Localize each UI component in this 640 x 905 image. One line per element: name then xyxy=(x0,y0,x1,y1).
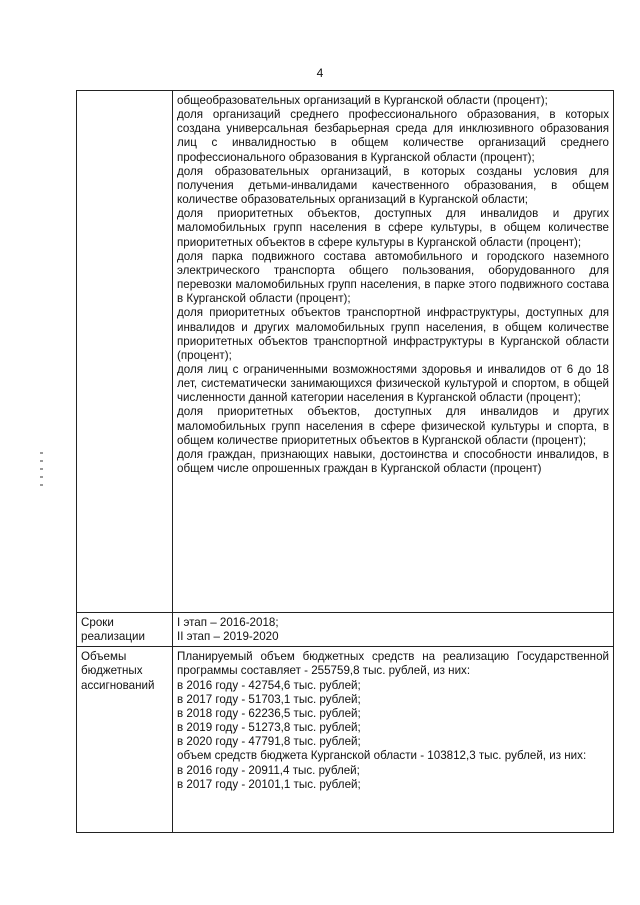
paragraph: I этап – 2016-2018; xyxy=(177,616,279,629)
paragraph: доля организаций среднего профессионального образования, в которых создана универсальная безбарьерная среда для инклюзивного образования лиц с инвалидностью в общем количестве организаций среднего профессионального образования в Курганской области (процент); xyxy=(177,108,609,164)
paragraph: доля приоритетных объектов транспортной инфраструктуры, доступных для инвалидов и других маломобильных групп населения, в общем количестве приоритетных объектов транспортной инфраструктуры в Курганской области (процент); xyxy=(177,306,609,362)
margin-mark xyxy=(40,476,43,478)
paragraph: в 2016 году - 42754,6 тыс. рублей; xyxy=(177,678,361,692)
paragraph: II этап – 2019-2020 xyxy=(177,630,279,644)
table-row-period xyxy=(77,613,614,647)
paragraph: общеобразовательных организаций в Курганской области (процент); xyxy=(177,94,548,107)
row-content xyxy=(173,91,614,613)
row-content xyxy=(173,613,614,647)
margin-mark xyxy=(40,468,43,470)
paragraph: в 2017 году - 20101,1 тыс. рублей; xyxy=(177,777,361,791)
paragraph: доля парка подвижного состава автомобильного и городского наземного электрического транспорта общего пользования, оборудованного для перевозки маломобильных групп населения, в парке этого подвижного состава в Курганской области (процент); xyxy=(177,249,609,306)
paragraph: доля образовательных организаций, в которых созданы условия для получения детьми-инвалидами качественного образования, в общем количестве образовательных организаций в Курганской области; xyxy=(177,164,609,207)
margin-mark xyxy=(40,460,43,462)
paragraph: в 2020 году - 47791,8 тыс. рублей; xyxy=(177,735,361,749)
row-label: Сроки реализации xyxy=(77,613,173,647)
passport-table xyxy=(76,90,614,833)
row-content xyxy=(173,647,614,833)
paragraph: в 2017 году - 51703,1 тыс. рублей; xyxy=(177,692,361,706)
paragraph: в 2018 году - 62236,5 тыс. рублей; xyxy=(177,706,361,720)
paragraph: в 2016 году - 20911,4 тыс. рублей; xyxy=(177,763,360,777)
table-row-budget xyxy=(77,647,614,833)
page-number: 4 xyxy=(316,66,324,80)
paragraph: в 2019 году - 51273,8 тыс. рублей; xyxy=(177,721,361,735)
margin-mark xyxy=(40,452,43,454)
paragraph: доля приоритетных объектов, доступных для инвалидов и других маломобильных групп населения в сфере культуры, в общем количестве приоритетных объектов в сфере культуры в Курганской области (процент); xyxy=(177,207,609,249)
table-row-indicators xyxy=(77,91,614,613)
margin-marks xyxy=(40,452,46,512)
row-label xyxy=(77,91,173,613)
margin-mark xyxy=(40,484,43,486)
paragraph: объем средств бюджета Курганской области - 103812,3 тыс. рублей, из них: xyxy=(177,749,587,763)
paragraph: доля граждан, признающих навыки, достоинства и способности инвалидов, в общем числе опрошенных граждан в Курганской области (процент) xyxy=(177,447,609,476)
row-label: Объемы бюджетных ассигнований xyxy=(77,647,173,833)
paragraph: доля приоритетных объектов, доступных для инвалидов и других маломобильных групп населения в сфере физической культуры и спорта, в общем количестве приоритетных объектов в Курганской области (процент); xyxy=(177,405,609,447)
paragraph: Планируемый объем бюджетных средств на реализацию Государственной программы составляет - 255759,8 тыс. рублей, из них: xyxy=(177,650,609,678)
paragraph: доля лиц с ограниченными возможностями здоровья и инвалидов от 6 до 18 лет, систематически занимающихся физической культурой и спортом, в общей численности данной категории населения в Курганской области (процент); xyxy=(177,362,609,405)
